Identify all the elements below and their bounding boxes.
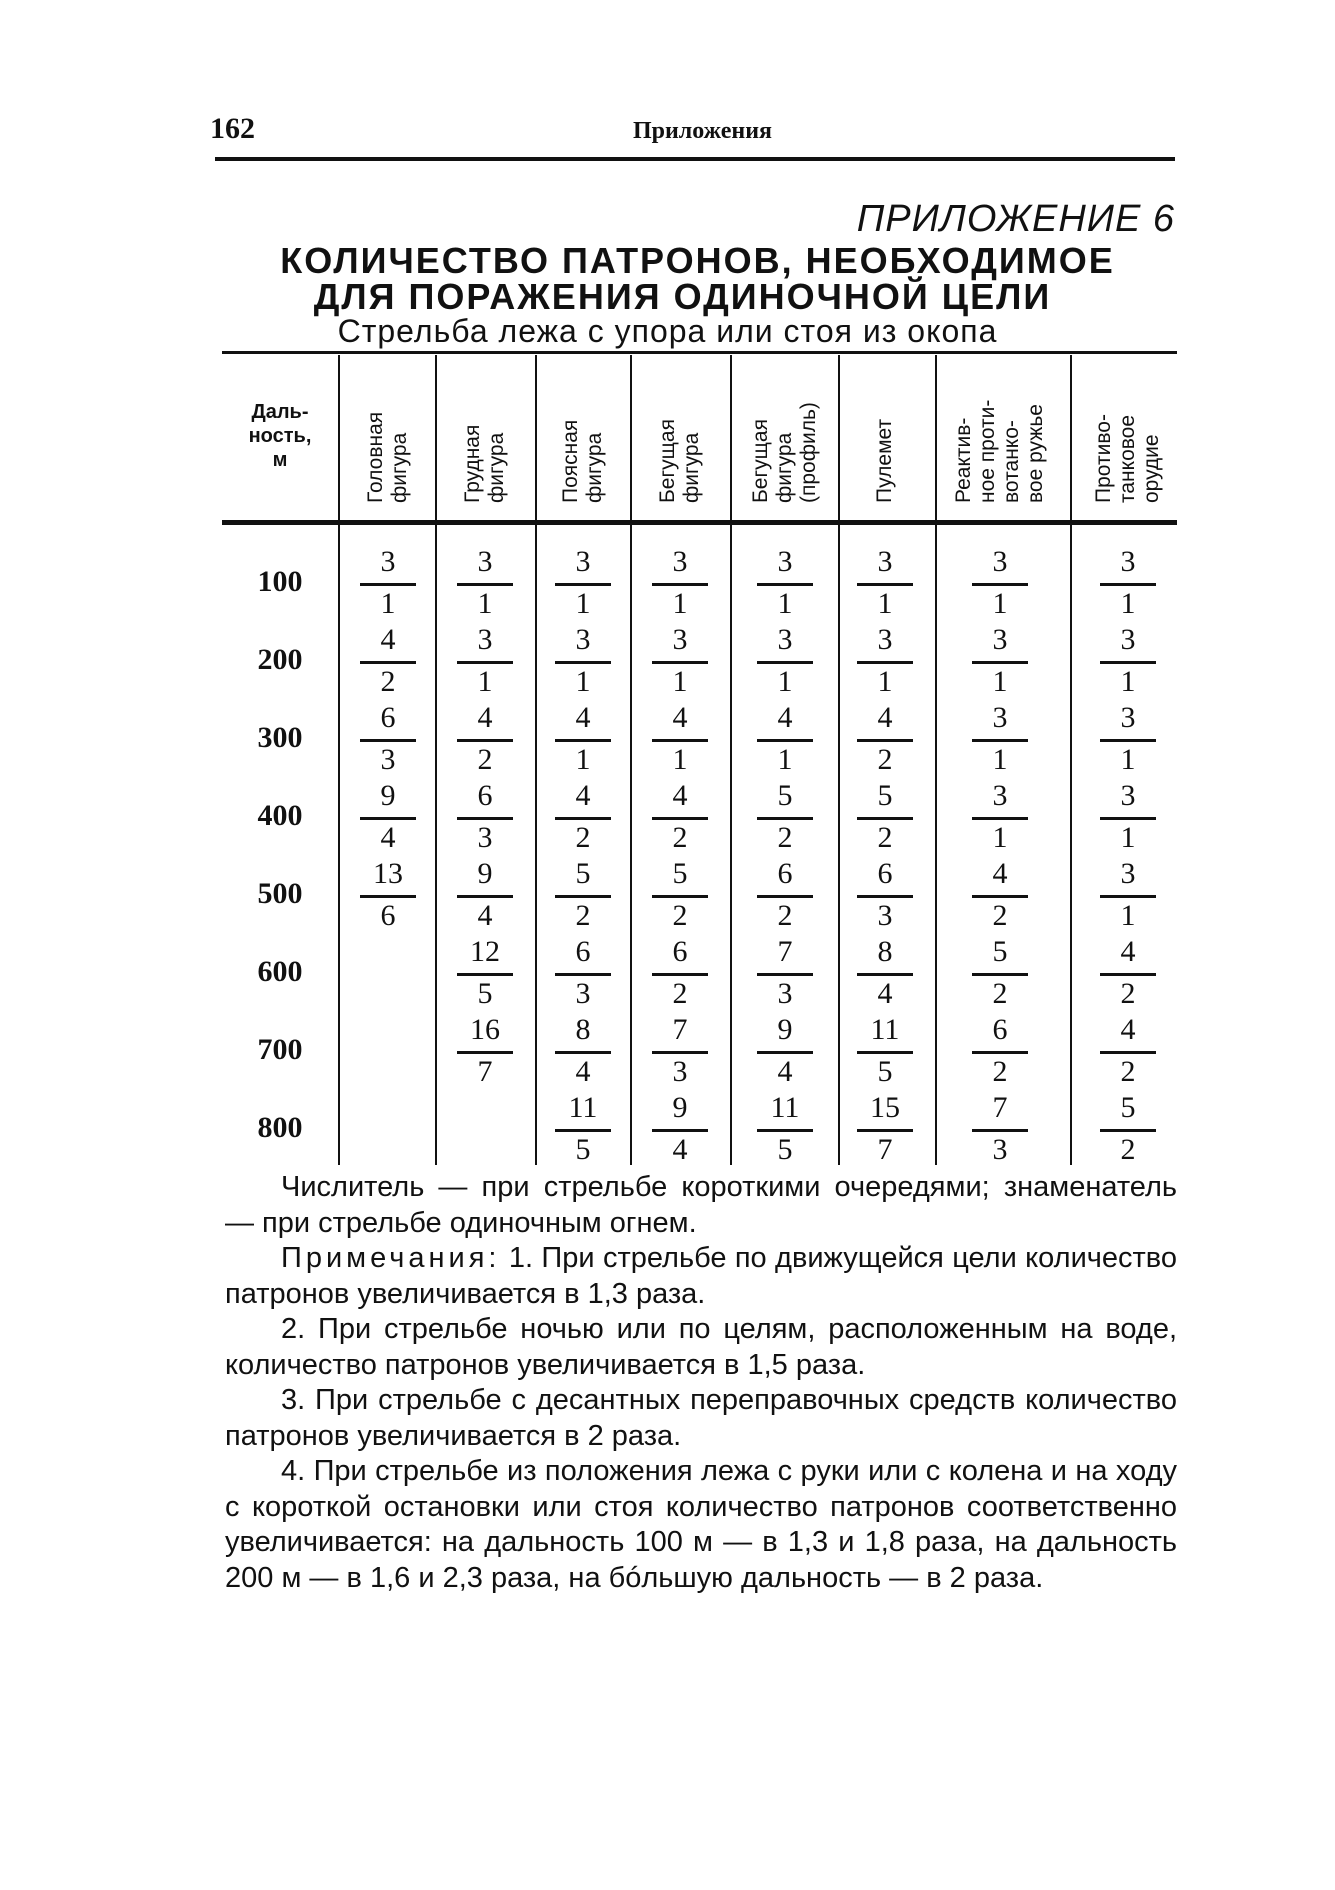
column-header-line: фигура xyxy=(388,432,411,503)
denominator: 2 xyxy=(1120,1055,1136,1088)
fraction-bar xyxy=(757,1129,813,1132)
fraction-bar xyxy=(457,1051,513,1054)
denominator: 1 xyxy=(1120,665,1136,698)
fraction-bar xyxy=(1100,1129,1156,1132)
denominator: 3 xyxy=(477,821,493,854)
fraction-bar xyxy=(972,583,1028,586)
fraction-bar xyxy=(857,817,913,820)
numerator: 9 xyxy=(777,1013,793,1046)
fraction-bar xyxy=(857,895,913,898)
numerator: 3 xyxy=(672,545,688,578)
column-header-line: фигура xyxy=(583,432,606,503)
column-header-line: Противо- xyxy=(1092,414,1115,503)
denominator: 3 xyxy=(575,977,591,1010)
range-label: 600 xyxy=(257,955,303,988)
denominator: 7 xyxy=(477,1055,493,1088)
denominator: 2 xyxy=(1120,977,1136,1010)
fraction-bar xyxy=(555,895,611,898)
fraction-bar xyxy=(857,739,913,742)
numerator: 3 xyxy=(1120,623,1136,656)
denominator: 2 xyxy=(672,821,688,854)
numerator: 11 xyxy=(870,1013,900,1046)
denominator: 5 xyxy=(477,977,493,1010)
fraction-bar xyxy=(457,973,513,976)
numerator: 3 xyxy=(992,623,1008,656)
range-label: 100 xyxy=(257,565,303,598)
numerator: 5 xyxy=(877,779,893,812)
fraction-bar xyxy=(757,1051,813,1054)
fraction-bar xyxy=(555,1129,611,1132)
numerator: 3 xyxy=(1120,701,1136,734)
range-label: 800 xyxy=(257,1111,303,1144)
fraction-bar xyxy=(972,1051,1028,1054)
numerator: 4 xyxy=(575,779,591,812)
denominator: 2 xyxy=(477,743,493,776)
column-divider xyxy=(1070,355,1072,1165)
fraction-bar xyxy=(360,739,416,742)
note-1 xyxy=(225,1241,1177,1312)
fraction-bar xyxy=(652,661,708,664)
denominator: 7 xyxy=(877,1133,893,1166)
denominator: 4 xyxy=(575,1055,591,1088)
numerator: 7 xyxy=(672,1013,688,1046)
column-header-line: Пулемет xyxy=(873,418,896,503)
denominator: 1 xyxy=(777,587,793,620)
range-label: 300 xyxy=(257,721,303,754)
fraction-bar xyxy=(360,583,416,586)
fraction-bar xyxy=(360,817,416,820)
column-divider xyxy=(935,355,937,1165)
numerator: 7 xyxy=(777,935,793,968)
numerator: 3 xyxy=(380,545,396,578)
column-header-line: орудие xyxy=(1140,434,1163,503)
numerator: 9 xyxy=(672,1091,688,1124)
numerator: 4 xyxy=(1120,935,1136,968)
fraction-bar xyxy=(757,895,813,898)
denominator: 1 xyxy=(380,587,396,620)
denominator: 2 xyxy=(877,743,893,776)
fraction-bar xyxy=(555,661,611,664)
numerator: 3 xyxy=(1120,779,1136,812)
column-divider xyxy=(435,355,437,1165)
fraction-bar xyxy=(857,1129,913,1132)
numerator: 4 xyxy=(380,623,396,656)
denominator: 1 xyxy=(1120,899,1136,932)
denominator: 5 xyxy=(777,1133,793,1166)
numerator: 3 xyxy=(877,623,893,656)
numerator: 6 xyxy=(575,935,591,968)
numerator: 11 xyxy=(770,1091,800,1124)
fraction-bar xyxy=(1100,973,1156,976)
column-header-line: Поясная xyxy=(559,419,582,503)
denominator: 1 xyxy=(992,743,1008,776)
legend-text: Числитель — при стрельбе короткими очередями; знаменатель — при стрельбе одиночным огнем. xyxy=(225,1171,1177,1239)
denominator: 4 xyxy=(777,1055,793,1088)
numerator: 15 xyxy=(870,1091,900,1124)
column-header-line: фигура xyxy=(773,432,796,503)
denominator: 5 xyxy=(575,1133,591,1166)
fraction-bar xyxy=(555,1051,611,1054)
range-label: 400 xyxy=(257,799,303,832)
denominator: 1 xyxy=(672,665,688,698)
numerator: 5 xyxy=(672,857,688,890)
fraction-bar xyxy=(1100,661,1156,664)
note-4: 4. При стрельбе из положения лежа с руки или с колена и на ходу с короткой остановки или стоя количество патронов соответственно увеличивается: на дальность 100 м — в 1,3 и 1,8 раза, на дальность 200 м — в 1,6 и 2,3 раза, на бóльшую дальность — в 2 раза. xyxy=(225,1455,1177,1594)
denominator: 4 xyxy=(380,821,396,854)
denominator: 1 xyxy=(1120,743,1136,776)
denominator: 1 xyxy=(575,587,591,620)
denominator: 3 xyxy=(672,1055,688,1088)
fraction-bar xyxy=(1100,583,1156,586)
fraction-bar xyxy=(1100,739,1156,742)
numerator: 3 xyxy=(1120,857,1136,890)
fraction-bar xyxy=(457,739,513,742)
column-header-line: фигура xyxy=(680,432,703,503)
numerator: 4 xyxy=(877,701,893,734)
numerator: 5 xyxy=(992,935,1008,968)
numerator: 3 xyxy=(992,779,1008,812)
denominator: 1 xyxy=(777,743,793,776)
note-1-text: 1. При стрельбе по движущейся цели количество патронов увеличивается в 1,3 раза. xyxy=(225,1242,1178,1310)
range-label: 700 xyxy=(257,1033,303,1066)
fraction-bar xyxy=(972,895,1028,898)
fraction-bar xyxy=(652,583,708,586)
numerator: 6 xyxy=(992,1013,1008,1046)
numerator: 5 xyxy=(777,779,793,812)
column-header-line: Бегущая xyxy=(749,419,772,503)
fraction-bar xyxy=(757,661,813,664)
fraction-bar xyxy=(857,1051,913,1054)
numerator: 3 xyxy=(1120,545,1136,578)
numerator: 16 xyxy=(470,1013,500,1046)
denominator: 1 xyxy=(1120,587,1136,620)
fraction-bar xyxy=(652,895,708,898)
denominator: 2 xyxy=(877,821,893,854)
numerator: 11 xyxy=(568,1091,598,1124)
fraction-bar xyxy=(457,583,513,586)
fraction-bar xyxy=(457,895,513,898)
denominator: 2 xyxy=(672,977,688,1010)
running-title: Приложения xyxy=(632,118,773,144)
numerator: 5 xyxy=(1120,1091,1136,1124)
numerator: 4 xyxy=(1120,1013,1136,1046)
fraction-bar xyxy=(857,661,913,664)
numerator: 3 xyxy=(777,545,793,578)
numerator: 9 xyxy=(380,779,396,812)
denominator: 3 xyxy=(380,743,396,776)
fraction-bar xyxy=(972,739,1028,742)
column-header-line: Грудная xyxy=(461,424,484,503)
numerator: 3 xyxy=(575,545,591,578)
numerator: 8 xyxy=(877,935,893,968)
column-header-line: вотанко- xyxy=(1000,420,1023,503)
numerator: 7 xyxy=(992,1091,1008,1124)
denominator: 1 xyxy=(992,587,1008,620)
column-divider xyxy=(535,355,537,1165)
fraction-bar xyxy=(652,817,708,820)
fraction-bar xyxy=(555,817,611,820)
range-column-header xyxy=(225,400,335,472)
column-header-line: ное проти- xyxy=(976,399,999,503)
fraction-bar xyxy=(652,973,708,976)
column-header-line: Бегущая xyxy=(656,419,679,503)
fraction-bar xyxy=(555,973,611,976)
fraction-bar xyxy=(457,817,513,820)
denominator: 2 xyxy=(380,665,396,698)
numerator: 3 xyxy=(477,545,493,578)
denominator: 1 xyxy=(1120,821,1136,854)
range-label: 500 xyxy=(257,877,303,910)
fraction-bar xyxy=(652,1129,708,1132)
denominator: 1 xyxy=(575,665,591,698)
numerator: 13 xyxy=(373,857,403,890)
denominator: 4 xyxy=(877,977,893,1010)
numerator: 4 xyxy=(477,701,493,734)
denominator: 2 xyxy=(992,1055,1008,1088)
note-2: 2. При стрельбе ночью или по целям, расположенным на воде, количество патронов увеличивается в 1,5 раза. xyxy=(225,1313,1177,1381)
denominator: 5 xyxy=(877,1055,893,1088)
note-3: 3. При стрельбе с десантных переправочных средств количество патронов увеличивается в 2 раза. xyxy=(225,1384,1177,1452)
fraction-bar xyxy=(652,1051,708,1054)
denominator: 1 xyxy=(477,587,493,620)
fraction-bar xyxy=(857,583,913,586)
numerator: 6 xyxy=(777,857,793,890)
fraction-bar xyxy=(360,661,416,664)
column-header-line: танковое xyxy=(1116,414,1139,503)
numerator: 3 xyxy=(777,623,793,656)
column-divider xyxy=(838,355,840,1165)
appendix-label: ПРИЛОЖЕНИЕ 6 xyxy=(856,198,1175,240)
denominator: 1 xyxy=(992,665,1008,698)
page-number: 162 xyxy=(210,112,255,145)
table-header-rule xyxy=(222,520,1177,525)
column-divider xyxy=(338,355,340,1165)
denominator: 2 xyxy=(992,899,1008,932)
table-top-rule xyxy=(222,351,1177,354)
fraction-bar xyxy=(360,895,416,898)
fraction-bar xyxy=(972,817,1028,820)
numerator: 4 xyxy=(575,701,591,734)
notes-label: Примечания: xyxy=(281,1242,501,1274)
denominator: 3 xyxy=(777,977,793,1010)
denominator: 4 xyxy=(477,899,493,932)
fraction-bar xyxy=(1100,1051,1156,1054)
numerator: 9 xyxy=(477,857,493,890)
denominator: 1 xyxy=(992,821,1008,854)
fraction-bar xyxy=(457,661,513,664)
numerator: 12 xyxy=(470,935,500,968)
column-header-line: вое ружье xyxy=(1024,404,1047,503)
numerator: 4 xyxy=(672,779,688,812)
denominator: 3 xyxy=(877,899,893,932)
column-header-line: фигура xyxy=(485,432,508,503)
fraction-bar xyxy=(757,973,813,976)
fraction-bar xyxy=(555,583,611,586)
fraction-bar xyxy=(1100,817,1156,820)
denominator: 3 xyxy=(992,1133,1008,1166)
fraction-bar xyxy=(972,973,1028,976)
denominator: 1 xyxy=(777,665,793,698)
fraction-bar xyxy=(757,739,813,742)
denominator: 1 xyxy=(477,665,493,698)
numerator: 4 xyxy=(992,857,1008,890)
numerator: 3 xyxy=(477,623,493,656)
column-header-line: Реактив- xyxy=(952,417,975,503)
denominator: 2 xyxy=(777,899,793,932)
numerator: 5 xyxy=(575,857,591,890)
range-header-line: ность, xyxy=(248,425,312,447)
column-header-line: (профиль) xyxy=(797,402,820,503)
fraction-bar xyxy=(1100,895,1156,898)
fraction-bar xyxy=(757,583,813,586)
denominator: 1 xyxy=(877,665,893,698)
title-line-1: КОЛИЧЕСТВО ПАТРОНОВ, НЕОБХОДИМОЕ xyxy=(280,240,1115,281)
numerator: 3 xyxy=(992,545,1008,578)
numerator: 3 xyxy=(672,623,688,656)
denominator: 2 xyxy=(575,899,591,932)
denominator: 2 xyxy=(575,821,591,854)
fraction-bar xyxy=(757,817,813,820)
denominator: 1 xyxy=(877,587,893,620)
denominator: 4 xyxy=(672,1133,688,1166)
fraction-bar xyxy=(555,739,611,742)
numerator: 4 xyxy=(672,701,688,734)
column-divider xyxy=(630,355,632,1165)
subtitle: Стрельба лежа с упора или стоя из окопа xyxy=(337,313,998,349)
notes-block xyxy=(225,1170,1177,1596)
denominator: 1 xyxy=(672,587,688,620)
numerator: 3 xyxy=(877,545,893,578)
denominator: 1 xyxy=(575,743,591,776)
denominator: 2 xyxy=(1120,1133,1136,1166)
fraction-bar xyxy=(972,1129,1028,1132)
numerator: 6 xyxy=(477,779,493,812)
numerator: 6 xyxy=(877,857,893,890)
numerator: 6 xyxy=(672,935,688,968)
range-header-line: м xyxy=(272,449,288,471)
range-header-line: Даль- xyxy=(251,401,309,423)
range-label: 200 xyxy=(257,643,303,676)
column-header-line: Головная xyxy=(364,411,387,503)
column-divider xyxy=(730,355,732,1165)
numerator: 4 xyxy=(777,701,793,734)
fraction-bar xyxy=(972,661,1028,664)
denominator: 2 xyxy=(777,821,793,854)
fraction-bar xyxy=(857,973,913,976)
fraction-bar xyxy=(652,739,708,742)
numerator: 3 xyxy=(992,701,1008,734)
numerator: 8 xyxy=(575,1013,591,1046)
denominator: 6 xyxy=(380,899,396,932)
denominator: 2 xyxy=(672,899,688,932)
title-line-2: ДЛЯ ПОРАЖЕНИЯ ОДИНОЧНОЙ ЦЕЛИ xyxy=(313,276,1052,317)
denominator: 1 xyxy=(672,743,688,776)
header-rule xyxy=(215,157,1175,161)
numerator: 3 xyxy=(575,623,591,656)
denominator: 2 xyxy=(992,977,1008,1010)
numerator: 6 xyxy=(380,701,396,734)
